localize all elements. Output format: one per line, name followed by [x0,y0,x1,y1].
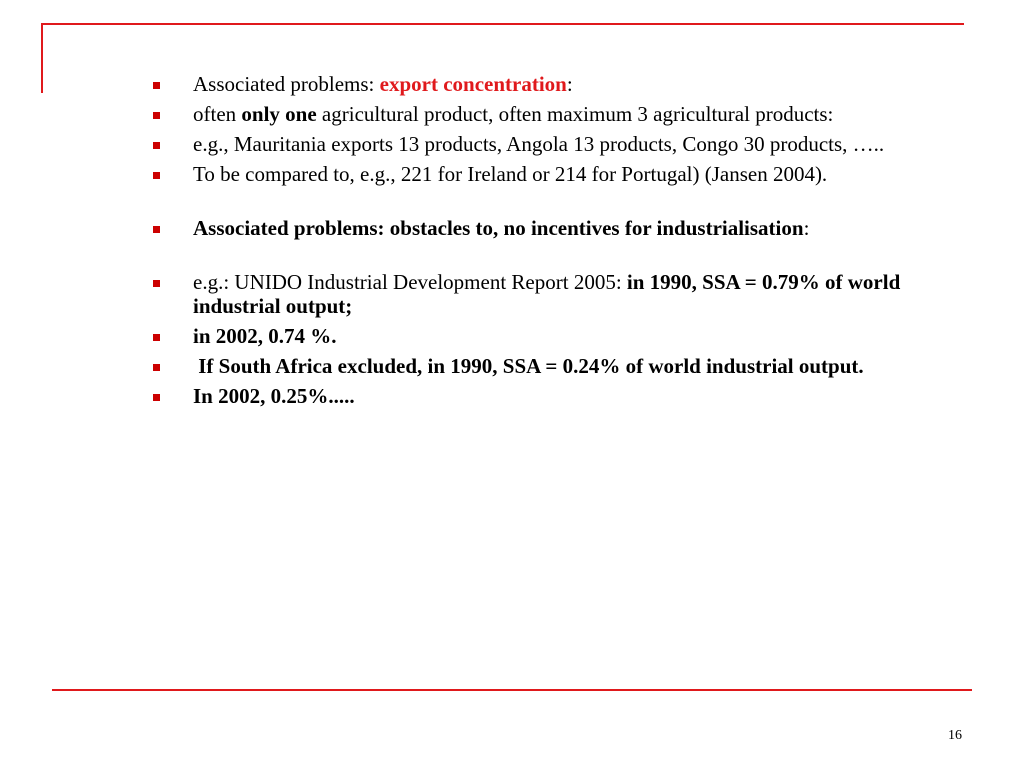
square-bullet-icon [153,172,160,179]
square-bullet-icon [153,112,160,119]
bullet-text [193,270,910,318]
left-rule [41,23,43,93]
bullet-excluding-south-africa [150,354,910,378]
bullet-text-plain: e.g.: UNIDO Industrial Development Report 2005: [193,270,627,294]
bullet-2002-excluding-share [150,384,910,408]
bullet-text: e.g., Mauritania exports 13 products, Angola 13 products, Congo 30 products, ….. [193,132,885,156]
bullet-text-suffix: agricultural product, often maximum 3 agricultural products: [316,102,834,126]
square-bullet-icon [153,364,160,371]
bullet-unido-report [150,270,910,318]
page-number: 16 [948,728,962,743]
bullet-text-bold: in 1990, SSA = 0.79% of world industrial output; [193,270,901,318]
square-bullet-icon [153,82,160,89]
bullet-text-suffix: : [566,72,573,96]
bullet-text: To be compared to, e.g., 221 for Ireland or 214 for Portugal) (Jansen 2004). [193,162,828,186]
bullet-text [193,72,910,96]
bullet-text-highlight: export concentration [379,72,567,96]
bullet-text: In 2002, 0.25%..... [193,384,355,408]
bullet-text: in 2002, 0.74 %. [193,324,337,348]
bullet-2002-share [150,324,910,348]
bullet-only-one-product [150,102,910,126]
bottom-rule [52,689,972,691]
top-rule [41,23,964,25]
bullet-text: If South Africa excluded, in 1990, SSA = 0.24% of world industrial output. [193,354,864,378]
square-bullet-icon [153,142,160,149]
square-bullet-icon [153,394,160,401]
bullet-export-concentration [150,72,910,96]
square-bullet-icon [153,226,160,233]
square-bullet-icon [153,334,160,341]
bullet-text-bold: only one [241,102,317,126]
bullet-industrialisation [150,216,910,240]
bullet-comparison [150,162,910,186]
bullet-text-plain: Associated problems: [193,72,380,96]
bullet-text [193,216,910,240]
bullet-text-bold: Associated problems: obstacles to, no incentives for industrialisation [193,216,804,240]
bullet-list [150,72,910,414]
bullet-text [193,102,910,126]
bullet-text-suffix: : [803,216,810,240]
bullet-country-examples [150,132,910,156]
bullet-text-plain: often [193,102,242,126]
square-bullet-icon [153,280,160,287]
